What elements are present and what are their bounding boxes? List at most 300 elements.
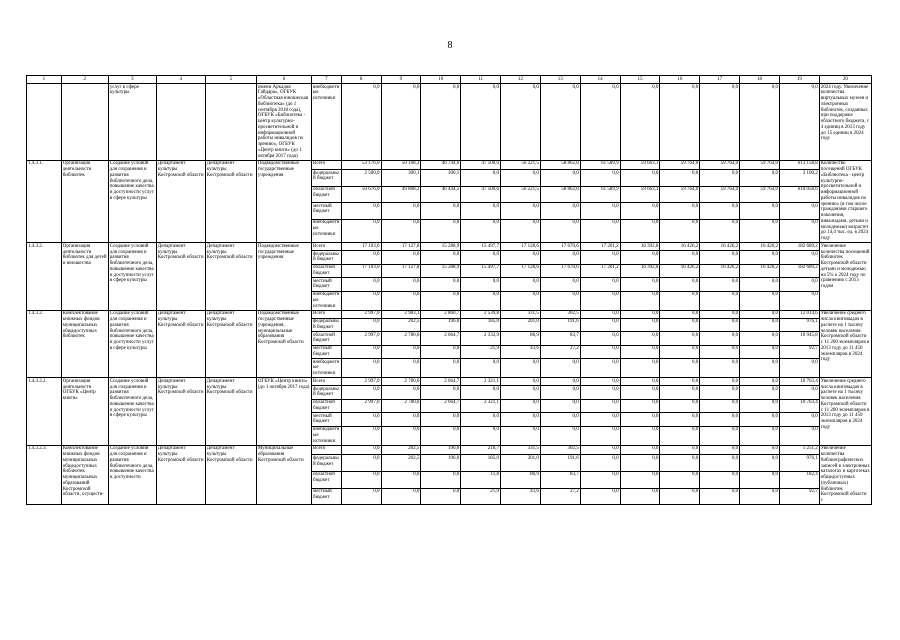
item-name: [61, 84, 108, 161]
funding-source-label: внебюджетные источники: [312, 84, 342, 161]
funding-value: 59 764,0: [700, 186, 740, 203]
funding-value: 0,0: [381, 291, 421, 310]
funding-value: 0,0: [700, 84, 740, 161]
funding-value: 0,0: [740, 332, 780, 346]
funding-value: 17 127,8: [381, 264, 421, 278]
funding-value: 2 780,6: [381, 378, 421, 386]
funding-value: 2 321,1: [461, 378, 501, 386]
column-header: 20: [819, 76, 871, 84]
funding-value: 0,0: [620, 170, 660, 187]
funding-value: 0,0: [740, 386, 780, 400]
funding-source-label: областной бюджет: [312, 471, 342, 488]
funding-value: 0,0: [381, 386, 421, 400]
funding-value: 0,0: [341, 219, 381, 243]
funding-value: 0,0: [660, 359, 700, 378]
funding-value: 0,0: [740, 251, 780, 265]
column-header: 1: [27, 76, 62, 84]
column-header: 13: [540, 76, 580, 84]
funding-value: 0,0: [700, 203, 740, 220]
funding-value: 0,0: [700, 332, 740, 346]
row-id: 1.4.3.2.: [27, 310, 62, 378]
funding-value: 0,0: [700, 345, 740, 359]
funding-value: 0,0: [580, 413, 620, 427]
funding-value: 0,0: [779, 413, 819, 427]
funding-value: 59 764,0: [700, 160, 740, 169]
funding-value: 0,0: [421, 359, 461, 378]
result-text: Увеличение среднего числа книговыдач в расчете на 1 тысячу человек населения Костромской области с 11 200 экземпляров в 2013 году до 11 450 экземпляров в 2024 году: [819, 310, 871, 378]
funding-value: 976,1: [779, 455, 819, 472]
funding-value: 0,0: [620, 203, 660, 220]
funding-value: 201,0: [501, 318, 541, 332]
funding-value: 0,0: [381, 219, 421, 243]
funding-value: 46 444,5: [421, 186, 461, 203]
funding-value: 43,6: [501, 345, 541, 359]
funding-source-label: Всего: [312, 310, 342, 318]
funding-value: 976,1: [779, 318, 819, 332]
funding-value: 2 500,0: [341, 170, 381, 187]
funding-value: 15 497,7: [461, 264, 501, 278]
funding-value: 0,0: [501, 251, 541, 265]
funding-value: 50 676,0: [341, 186, 381, 203]
funding-value: 17 128,6: [501, 264, 541, 278]
funding-value: 2 997,0: [341, 332, 381, 346]
executor-text: Департамент культуры Костромской области: [205, 160, 256, 243]
funding-value: 0,0: [580, 345, 620, 359]
funding-value: 201,0: [501, 455, 541, 472]
funding-value: 0,0: [381, 488, 421, 505]
funding-value: 83,7: [540, 332, 580, 346]
funding-value: 0,0: [341, 251, 381, 265]
institutions-text: Подведомственные государственные учреждения, муниципальные образования Костромской области: [256, 310, 311, 378]
funding-value: 0,0: [421, 291, 461, 310]
funding-source-label: областной бюджет: [312, 264, 342, 278]
funding-value: 0,0: [740, 413, 780, 427]
funding-value: 0,0: [700, 471, 740, 488]
funding-value: 2 997,0: [341, 399, 381, 413]
funding-value: 196,0: [421, 318, 461, 332]
funding-value: 0,0: [660, 445, 700, 455]
funding-value: 0,0: [740, 203, 780, 220]
funding-value: 0,0: [620, 386, 660, 400]
funding-value: 0,0: [620, 455, 660, 472]
funding-value: 43,6: [501, 488, 541, 505]
funding-value: 59 663,1: [620, 186, 660, 203]
funding-value: 0,0: [540, 426, 580, 445]
funding-value: 12 014,6: [779, 310, 819, 318]
funding-value: 0,0: [341, 426, 381, 445]
funding-value: 0,0: [779, 359, 819, 378]
row-id: 1.4.3.2.: [27, 243, 62, 311]
funding-value: 196,0: [421, 445, 461, 455]
funding-value: 0,0: [740, 378, 780, 386]
funding-value: 2 780,6: [381, 332, 421, 346]
funding-value: 17 670,6: [540, 264, 580, 278]
funding-value: 92,7: [779, 488, 819, 505]
funding-value: 202,5: [381, 455, 421, 472]
column-header: 11: [461, 76, 501, 84]
funding-value: 0,0: [421, 84, 461, 161]
funding-source-label: областной бюджет: [312, 332, 342, 346]
funding-value: 0,0: [381, 251, 421, 265]
executor-text: Департамент культуры Костромской области: [205, 445, 256, 505]
funding-value: 56 221,5: [501, 186, 541, 203]
funding-value: 302,5: [540, 445, 580, 455]
row-id: 1.4.3.2.3.: [27, 445, 62, 505]
funding-value: 185,0: [461, 318, 501, 332]
funding-value: 182,4: [779, 471, 819, 488]
column-header: 17: [700, 76, 740, 84]
funding-value: 0,0: [740, 219, 780, 243]
funding-value: 0,0: [740, 318, 780, 332]
executor-text: Департамент культуры Костромской области: [205, 243, 256, 311]
funding-source-label: местный бюджет: [312, 345, 342, 359]
column-header: 16: [660, 76, 700, 84]
funding-value: 21,9: [461, 488, 501, 505]
funding-value: 0,0: [381, 84, 421, 161]
funding-source-label: Всего: [312, 445, 342, 455]
funding-value: 0,0: [341, 345, 381, 359]
funding-value: 0,0: [740, 445, 780, 455]
table-row: [27, 160, 872, 169]
funding-value: 16 426,2: [700, 264, 740, 278]
column-header: 18: [740, 76, 780, 84]
funding-value: 16 426,2: [660, 264, 700, 278]
funding-value: 0,0: [381, 413, 421, 427]
funding-value: 0,0: [501, 291, 541, 310]
funding-value: 0,0: [501, 203, 541, 220]
funding-value: 0,0: [580, 378, 620, 386]
row-id: [27, 84, 62, 161]
funding-value: 0,0: [779, 203, 819, 220]
funding-value: 0,0: [501, 84, 541, 161]
funding-value: 0,0: [461, 278, 501, 292]
funding-value: 0,0: [421, 426, 461, 445]
funding-value: 0,0: [700, 310, 740, 318]
funding-value: 202,5: [381, 318, 421, 332]
funding-value: 0,0: [580, 426, 620, 445]
funding-value: 0,0: [580, 386, 620, 400]
funding-value: 0,0: [620, 399, 660, 413]
funding-value: 10 945,8: [779, 332, 819, 346]
funding-source-label: федеральный бюджет: [312, 251, 342, 265]
funding-value: 0,0: [660, 455, 700, 472]
funding-value: 92,7: [779, 345, 819, 359]
funding-value: 0,0: [660, 332, 700, 346]
funding-value: 0,0: [580, 84, 620, 161]
funding-value: 0,0: [461, 219, 501, 243]
funding-value: 0,0: [620, 378, 660, 386]
funding-value: 0,0: [341, 455, 381, 472]
funding-value: 0,0: [740, 455, 780, 472]
row-id: 1.4.3.2.2.: [27, 378, 62, 446]
funding-value: 0,0: [501, 386, 541, 400]
funding-value: 0,0: [540, 251, 580, 265]
funding-value: 0,0: [501, 359, 541, 378]
funding-value: 0,0: [580, 445, 620, 455]
table-row: [27, 310, 872, 318]
funding-value: 10 763,4: [779, 378, 819, 386]
funding-value: 0,0: [700, 170, 740, 187]
funding-value: 53 176,0: [341, 160, 381, 169]
funding-value: 2 664,7: [421, 378, 461, 386]
funding-value: 0,0: [501, 278, 541, 292]
funding-value: 0,0: [580, 359, 620, 378]
customer-text: Департамент культуры Костромской области: [156, 445, 205, 505]
funding-value: 0,0: [580, 399, 620, 413]
funding-value: 0,0: [700, 378, 740, 386]
funding-value: 0,0: [341, 471, 381, 488]
funding-value: 0,0: [740, 310, 780, 318]
funding-value: 0,0: [620, 84, 660, 161]
funding-value: 17 201,2: [580, 264, 620, 278]
funding-value: 16 392,8: [620, 264, 660, 278]
funding-value: 0,0: [580, 278, 620, 292]
funding-value: 0,0: [580, 488, 620, 505]
funding-value: 0,0: [381, 345, 421, 359]
funding-value: 0,0: [620, 359, 660, 378]
column-header: 5: [205, 76, 256, 84]
funding-value: 0,0: [700, 455, 740, 472]
funding-source-label: местный бюджет: [312, 488, 342, 505]
item-name: Организация деятельности ОГБУК «Центр книги»: [61, 378, 108, 446]
executor-text: Департамент культуры Костромской области: [205, 310, 256, 378]
funding-value: 0,0: [660, 426, 700, 445]
funding-value: 61 589,9: [580, 186, 620, 203]
funding-value: 58 862,8: [540, 160, 580, 169]
table-row: [27, 445, 872, 455]
funding-value: 0,0: [421, 251, 461, 265]
funding-value: 47 500,6: [461, 160, 501, 169]
funding-value: 0,0: [700, 426, 740, 445]
funding-value: 300,1: [381, 170, 421, 187]
funding-source-label: областной бюджет: [312, 399, 342, 413]
customer-text: [156, 84, 205, 161]
funding-value: 0,0: [341, 84, 381, 161]
executor-text: Департамент культуры Костромской области: [205, 378, 256, 446]
funding-value: 0,0: [341, 413, 381, 427]
funding-value: 58 862,8: [540, 186, 580, 203]
funding-value: 49 808,2: [381, 186, 421, 203]
funding-value: 0,0: [341, 291, 381, 310]
funding-value: 0,0: [580, 332, 620, 346]
funding-source-label: федеральный бюджет: [312, 170, 342, 187]
funding-value: 59 764,0: [740, 160, 780, 169]
row-id: 1.4.3.1.: [27, 160, 62, 243]
funding-value: 0,0: [700, 359, 740, 378]
funding-value: 0,0: [660, 291, 700, 310]
funding-value: 182 689,2: [779, 243, 819, 251]
funding-value: 17 201,2: [580, 243, 620, 251]
institutions-text: ОГБУК «Центр книги» (до 1 октября 2017 года): [256, 378, 311, 446]
task-text: услуг в сфере культуры: [108, 84, 156, 161]
funding-value: 17 103,0: [341, 264, 381, 278]
result-text: Количество посещений ОГБУК «Библиотека - центр культурно-просветительной и информационной работы инвалидов по зрению» (в том числе гражданами старшего поколения, инвалидами, детьми и молодежью) возрастет до 14,4 тыс. ед. в 2024 году: [819, 160, 871, 243]
funding-value: 0,0: [540, 291, 580, 310]
item-name: Комплектование книжных фондов муниципальных общедоступных библиотек муниципальных образований Костромской области, осуществ-: [61, 445, 108, 505]
task-text: Создание условий для сохранения и развития библиотечного дела, повышение качества и доступности услуг в сфере культуры: [108, 243, 156, 311]
funding-value: 27,2: [540, 345, 580, 359]
funding-value: 0,0: [660, 386, 700, 400]
funding-value: 0,0: [779, 386, 819, 400]
result-text: Увеличение среднего числа книговыдач в расчете на 1 тысячу человек населения Костромской области с 11 200 экземпляров в 2013 году до 11 450 экземпляров в 2024 году: [819, 378, 871, 446]
funding-value: 0,0: [540, 203, 580, 220]
funding-value: 0,0: [660, 84, 700, 161]
funding-value: 0,0: [620, 345, 660, 359]
funding-value: 2 997,0: [341, 378, 381, 386]
funding-value: 0,0: [740, 170, 780, 187]
funding-source-label: местный бюджет: [312, 413, 342, 427]
column-header: 7: [312, 76, 342, 84]
funding-value: 15 288,9: [421, 243, 461, 251]
funding-value: 331,5: [501, 310, 541, 318]
funding-value: 0,0: [501, 219, 541, 243]
funding-value: 0,0: [501, 426, 541, 445]
funding-value: 86,9: [501, 332, 541, 346]
funding-value: 0,0: [461, 84, 501, 161]
funding-value: 0,0: [740, 84, 780, 161]
funding-value: 0,0: [740, 471, 780, 488]
funding-value: 11,8: [461, 471, 501, 488]
funding-value: 613 158,8: [779, 160, 819, 169]
funding-value: 16 392,8: [620, 243, 660, 251]
funding-value: 0,0: [660, 378, 700, 386]
funding-value: 0,0: [620, 488, 660, 505]
funding-value: 0,0: [461, 251, 501, 265]
funding-value: 0,0: [461, 291, 501, 310]
funding-value: 0,0: [341, 318, 381, 332]
funding-value: 0,0: [540, 399, 580, 413]
funding-value: 0,0: [341, 278, 381, 292]
funding-value: 0,0: [700, 399, 740, 413]
funding-value: 10 763,4: [779, 399, 819, 413]
funding-value: 0,0: [700, 251, 740, 265]
funding-value: 15 288,9: [421, 264, 461, 278]
funding-value: 0,0: [660, 251, 700, 265]
funding-source-label: областной бюджет: [312, 186, 342, 203]
funding-source-label: внебюджетные источники: [313, 292, 340, 309]
funding-value: 0,0: [700, 318, 740, 332]
funding-value: 610 058,6: [779, 186, 819, 203]
funding-value: 0,0: [700, 291, 740, 310]
result-text: Увеличение количества библиографических записей в электронных каталогах и картотеках общедоступных (публичных) библиотек Костромской области с: [820, 446, 870, 503]
funding-value: 61 589,9: [580, 160, 620, 169]
funding-value: 2 997,0: [341, 310, 381, 318]
funding-source-label: Всего: [312, 378, 342, 386]
funding-value: 0,0: [660, 399, 700, 413]
funding-value: 0,0: [421, 345, 461, 359]
funding-value: 196,0: [421, 455, 461, 472]
funding-value: 0,0: [660, 413, 700, 427]
funding-value: 0,0: [779, 426, 819, 445]
header-row: [27, 76, 872, 84]
funding-value: 0,0: [700, 413, 740, 427]
funding-value: 182 689,2: [779, 264, 819, 278]
funding-value: 50 108,3: [381, 160, 421, 169]
funding-value: 17 127,8: [381, 243, 421, 251]
funding-value: 0,0: [740, 359, 780, 378]
funding-value: 17 670,6: [540, 243, 580, 251]
funding-value: 0,0: [660, 170, 700, 187]
funding-value: 0,0: [341, 488, 381, 505]
funding-source-label: внебюджетные источники: [312, 219, 342, 243]
funding-value: 0,0: [461, 359, 501, 378]
funding-value: 0,0: [779, 84, 819, 161]
funding-value: 0,0: [660, 345, 700, 359]
funding-value: 16 426,2: [700, 243, 740, 251]
funding-value: 0,0: [660, 219, 700, 243]
funding-value: 0,0: [779, 291, 819, 310]
funding-source-label: местный бюджет: [312, 203, 342, 220]
funding-source-label: внебюджетные источники: [313, 359, 340, 376]
funding-value: 16 426,2: [740, 243, 780, 251]
institutions-text: Муниципальные образования Костромской области: [256, 445, 311, 505]
funding-value: 16 426,2: [660, 243, 700, 251]
funding-value: 1 251,2: [779, 445, 819, 455]
funding-value: 0,0: [381, 359, 421, 378]
funding-source-label: Всего: [312, 243, 342, 251]
funding-value: 2 664,7: [421, 332, 461, 346]
funding-value: 218,7: [461, 445, 501, 455]
customer-text: Департамент культуры Костромской области: [156, 243, 205, 311]
funding-value: 0,0: [620, 445, 660, 455]
funding-value: 2 780,6: [381, 399, 421, 413]
funding-value: 0,0: [740, 278, 780, 292]
program-table: [26, 75, 872, 505]
task-text: Создание условий для сохранения и развития библиотечного дела, повышение качества и доступности: [108, 445, 156, 505]
funding-value: 17 128,6: [501, 243, 541, 251]
funding-value: 0,0: [461, 413, 501, 427]
funding-value: 0,0: [620, 426, 660, 445]
funding-value: 59 663,1: [620, 160, 660, 169]
funding-value: 0,0: [461, 426, 501, 445]
funding-value: 0,0: [620, 219, 660, 243]
funding-value: 0,0: [620, 278, 660, 292]
funding-value: 0,0: [580, 310, 620, 318]
funding-value: 0,0: [381, 426, 421, 445]
funding-value: 16 426,2: [740, 264, 780, 278]
funding-value: 191,6: [540, 455, 580, 472]
column-header: 12: [501, 76, 541, 84]
funding-value: 0,0: [620, 251, 660, 265]
column-header: 8: [341, 76, 381, 84]
funding-source-label: внебюджетные источники: [313, 427, 340, 444]
funding-value: 0,0: [700, 278, 740, 292]
funding-value: 0,0: [740, 488, 780, 505]
funding-value: 0,0: [779, 219, 819, 243]
funding-value: 3 100,2: [779, 170, 819, 187]
institutions-text: Подведомственные государственные учреждения: [256, 243, 311, 311]
funding-value: 0,0: [700, 219, 740, 243]
funding-value: 2 664,7: [421, 399, 461, 413]
column-header: 2: [61, 76, 108, 84]
institutions-text: Подведомственные государственные учреждения: [256, 160, 311, 243]
funding-value: 0,0: [421, 413, 461, 427]
funding-value: 0,0: [580, 203, 620, 220]
funding-value: 0,0: [381, 278, 421, 292]
task-text: Создание условий для сохранения и развития библиотечного дела, повышение качества и доступности услуг в сфере культуры: [108, 310, 156, 378]
funding-value: 185,0: [461, 455, 501, 472]
funding-value: 0,0: [580, 291, 620, 310]
funding-value: 0,0: [421, 203, 461, 220]
funding-value: 0,0: [341, 445, 381, 455]
funding-value: 0,0: [540, 378, 580, 386]
funding-value: 0,0: [580, 170, 620, 187]
funding-value: 86,9: [501, 471, 541, 488]
funding-value: 59 764,0: [740, 186, 780, 203]
page-number: 8: [447, 40, 453, 51]
funding-source-label: федеральный бюджет: [312, 386, 342, 400]
funding-value: 2 983,1: [381, 310, 421, 318]
